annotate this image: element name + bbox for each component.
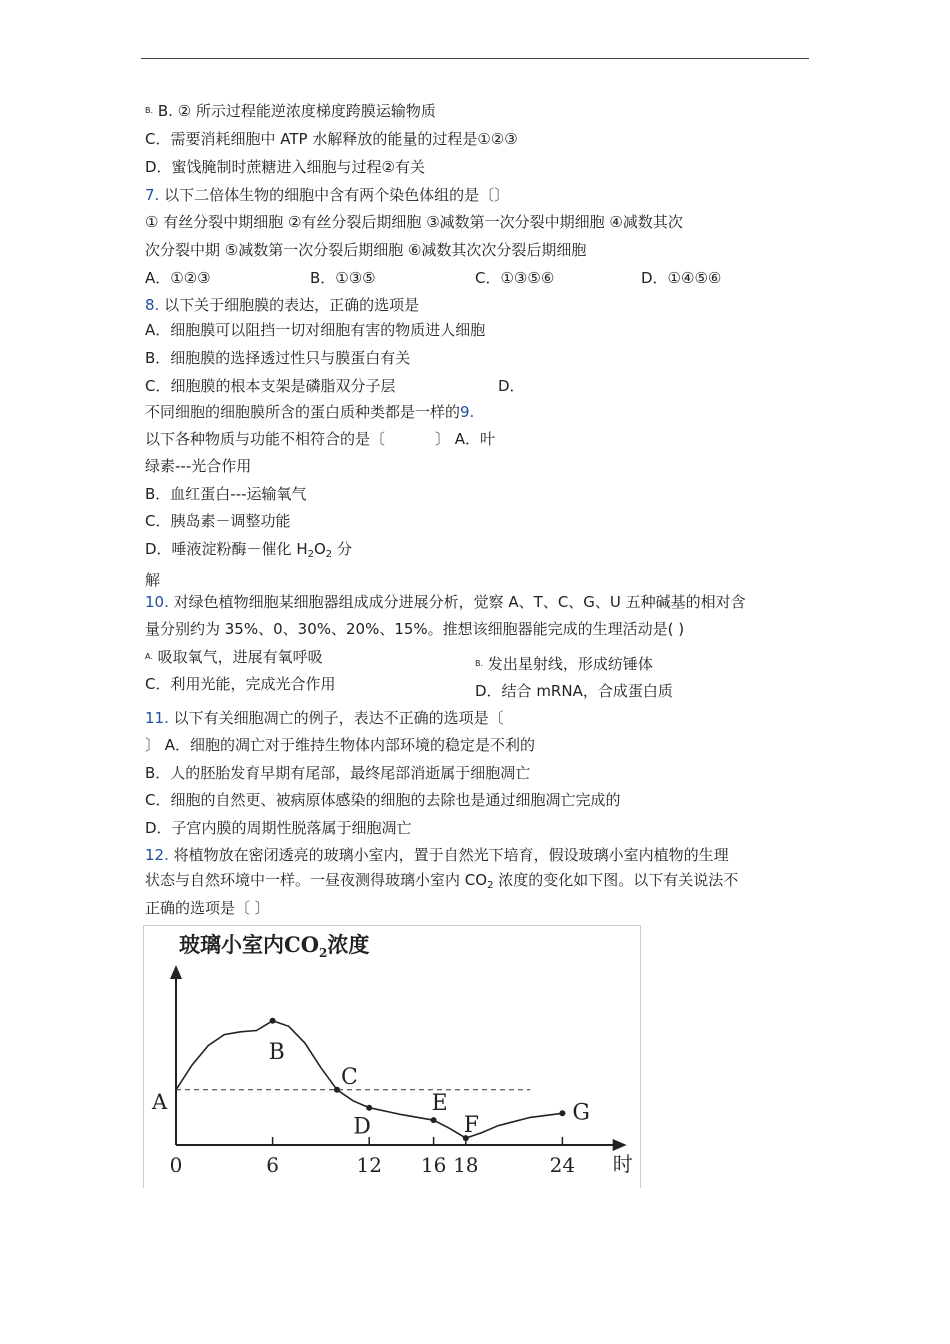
question-number: 10. <box>145 593 169 611</box>
q7-items-line1: ① 有丝分裂中期细胞 ②有丝分裂后期细胞 ③减数第一次分裂中期细胞 ④减数其次 <box>145 213 683 231</box>
option-d-line: D．蜜饯腌制时蔗糖进入细胞与过程②有关 <box>145 158 425 176</box>
q10-option-d: D．结合 mRNA，合成蛋白质 <box>475 682 673 700</box>
question-11 <box>145 708 504 728</box>
x-tick-label: 6 <box>266 1153 279 1177</box>
x-tick-label: 24 <box>549 1153 576 1177</box>
question-9-number: 9. <box>460 403 475 421</box>
header-rule <box>141 58 809 59</box>
q11-option-a: 〕 A．细胞的凋亡对于维持生物体内部环境的稳定是不利的 <box>145 736 536 754</box>
q10-option-b: $^{B.}$ 发出星射线，形成纺锤体 <box>475 655 653 673</box>
q8-option-b: B．细胞膜的选择透过性只与膜蛋白有关 <box>145 349 411 367</box>
q9-option-d: D．唾液淀粉酶－催化 $H_2O_2$ 分 <box>145 540 352 560</box>
q10-option-c: C．利用光能，完成光合作用 <box>145 675 336 693</box>
q8-option-d-text: 不同细胞的细胞膜所含的蛋白质种类都是一样的9. <box>145 403 475 421</box>
x-axis-label: 时 <box>612 1152 633 1176</box>
q10-option-a: $^{A.}$ 吸取氧气，进展有氧呼吸 <box>145 648 323 666</box>
question-12-cont2: 正确的选项是〔 〕 <box>145 899 270 917</box>
question-12-cont: 状态与自然环境中一样。一昼夜测得玻璃小室内 $CO_2$ 浓度的变化如下图。以下有关说法不 <box>145 871 739 891</box>
q7-option-a: A．①②③ <box>145 269 211 287</box>
question-10 <box>145 592 746 612</box>
point-c <box>334 1087 340 1093</box>
question-12 <box>145 845 729 865</box>
point-label-e: E <box>431 1091 448 1117</box>
q8-option-c: C．细胞膜的根本支架是磷脂双分子层 <box>145 377 396 395</box>
option-b-line: $^{B.}$ B. ② 所示过程能逆浓度梯度跨膜运输物质 <box>145 102 436 120</box>
question-text: 以下有关细胞凋亡的例子，表达不正确的选项是〔 <box>173 709 504 727</box>
q11-option-d: D．子宫内膜的周期性脱落属于细胞凋亡 <box>145 819 412 837</box>
q7-option-b: B．①③⑤ <box>310 269 376 287</box>
q9-option-b: B．血红蛋白---运输氧气 <box>145 485 307 503</box>
x-tick-label: 16 <box>420 1153 447 1177</box>
q9-option-a-cont: 绿素---光合作用 <box>145 457 252 475</box>
chart-title: 玻璃小室内$CO_2$浓度 <box>179 932 370 960</box>
question-9: 以下各种物质与功能不相符合的是〔 〕 A．叶 <box>145 430 496 448</box>
question-number: 12. <box>145 846 169 864</box>
x-tick-label: 0 <box>169 1153 183 1177</box>
q7-items-line2: 次分裂中期 ⑤减数第一次分裂后期细胞 ⑥减数其次次分裂后期细胞 <box>145 241 587 259</box>
question-8 <box>145 295 419 315</box>
point-d <box>366 1105 372 1111</box>
point-e <box>431 1117 437 1123</box>
question-text: 对绿色植物细胞某细胞器组成成分进展分析，觉察 A、T、C、G、U 五种碱基的相对含 <box>173 593 746 611</box>
point-g <box>559 1110 565 1116</box>
q8-option-d-label: D． <box>498 377 525 395</box>
q8-option-a: A．细胞膜可以阻挡一切对细胞有害的物质进人细胞 <box>145 321 486 339</box>
x-axis-arrow <box>613 1139 627 1151</box>
question-10-cont: 量分别约为 35%、0、30%、20%、15%。推想该细胞器能完成的生理活动是( ) <box>145 620 685 638</box>
point-label-c: C <box>341 1064 358 1090</box>
curve-points <box>269 1018 590 1141</box>
question-number: 7. <box>145 186 160 204</box>
x-tick-label: 12 <box>356 1153 382 1177</box>
x-axis-ticks <box>170 1137 575 1177</box>
question-text: 以下二倍体生物的细胞中含有两个染色体组的是〔〕 <box>164 186 510 204</box>
q11-option-c: C．细胞的自然更、被病原体感染的细胞的去除也是通过细胞凋亡完成的 <box>145 791 621 809</box>
question-text: 将植物放在密闭透亮的玻璃小室内，置于自然光下培育，假设玻璃小室内植物的生理 <box>173 846 729 864</box>
question-number: 8. <box>145 296 160 314</box>
question-text: 以下关于细胞膜的表达，正确的选项是 <box>164 296 420 314</box>
co2-concentration-chart <box>143 925 641 1188</box>
baseline-label: A <box>152 1089 168 1114</box>
point-label-b: B <box>268 1039 285 1065</box>
y-axis-arrow <box>170 965 182 979</box>
point-b <box>270 1018 276 1024</box>
question-7 <box>145 185 509 205</box>
chart-axes <box>151 965 633 1176</box>
option-c-line: C．需要消耗细胞中 ATP 水解释放的能量的过程是①②③ <box>145 130 518 148</box>
question-text: 以下各种物质与功能不相符合的是〔 <box>145 430 386 448</box>
point-label-f: F <box>463 1113 480 1139</box>
q7-option-d: D．①④⑤⑥ <box>641 269 722 287</box>
q7-option-c: C．①③⑤⑥ <box>475 269 555 287</box>
point-label-d: D <box>353 1114 371 1140</box>
q9-option-d-end: 解 <box>145 571 161 589</box>
x-tick-label: 18 <box>453 1153 479 1177</box>
question-number: 11. <box>145 709 169 727</box>
line-text: B. ② 所示过程能逆浓度梯度跨膜运输物质 <box>157 102 436 120</box>
point-label-g: G <box>572 1100 590 1126</box>
q9-option-c: C．胰岛素－调整功能 <box>145 512 291 530</box>
q11-option-b: B．人的胚胎发育早期有尾部，最终尾部消逝属于细胞凋亡 <box>145 764 531 782</box>
